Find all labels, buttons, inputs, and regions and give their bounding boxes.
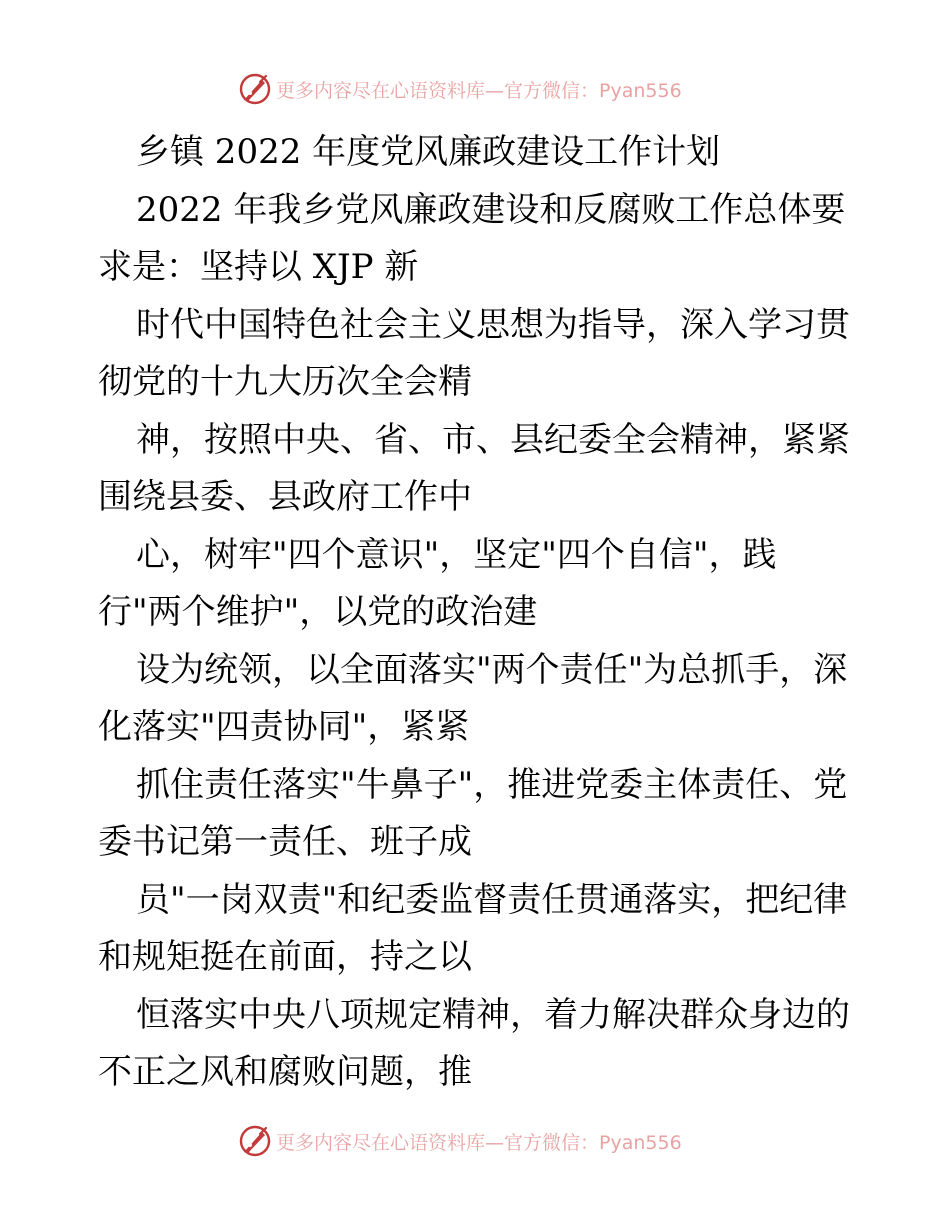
- paragraph-line: 求是：坚持以 XJP 新: [98, 247, 419, 287]
- paragraph-line: 不正之风和腐败问题，推: [98, 1052, 472, 1092]
- watermark-text: 更多内容尽在心语资料库—官方微信：Pyan556: [276, 79, 682, 102]
- paragraph-line: 2022 年我乡党风廉政建设和反腐败工作总体要: [136, 189, 846, 230]
- paragraph-line: 化落实"四责协同"，紧紧: [98, 707, 470, 747]
- watermark-text: 更多内容尽在心语资料库—官方微信：Pyan556: [276, 1131, 682, 1154]
- paragraph-line: 神，按照中央、省、市、县纪委全会精神，紧紧: [136, 419, 850, 460]
- header-watermark: [238, 72, 682, 106]
- quill-pen-logo-icon: [238, 1124, 272, 1158]
- paragraph-line: 彻党的十九大历次全会精: [98, 362, 472, 402]
- paragraph-line: 围绕县委、县政府工作中: [98, 477, 472, 517]
- paragraph-line: 行"两个维护"，以党的政治建: [98, 592, 538, 632]
- footer-watermark: [238, 1124, 682, 1158]
- document-title: 乡镇 2022 年度党风廉政建设工作计划: [136, 132, 721, 172]
- paragraph-line: 委书记第一责任、班子成: [98, 822, 472, 862]
- paragraph-line: 和规矩挺在前面，持之以: [98, 937, 472, 977]
- paragraph-line: 抓住责任落实"牛鼻子"，推进党委主体责任、党: [136, 764, 848, 805]
- paragraph-line: 恒落实中央八项规定精神，着力解决群众身边的: [136, 994, 850, 1035]
- document-body: [98, 124, 858, 1102]
- paragraph-line: 员"一岗双责"和纪委监督责任贯通落实，把纪律: [136, 879, 848, 920]
- paragraph-line: 心，树牢"四个意识"，坚定"四个自信"，践: [136, 534, 777, 575]
- quill-pen-logo-icon: [238, 72, 272, 106]
- paragraph-line: 时代中国特色社会主义思想为指导，深入学习贯: [136, 304, 850, 345]
- paragraph-line: 设为统领，以全面落实"两个责任"为总抓手，深: [136, 649, 848, 690]
